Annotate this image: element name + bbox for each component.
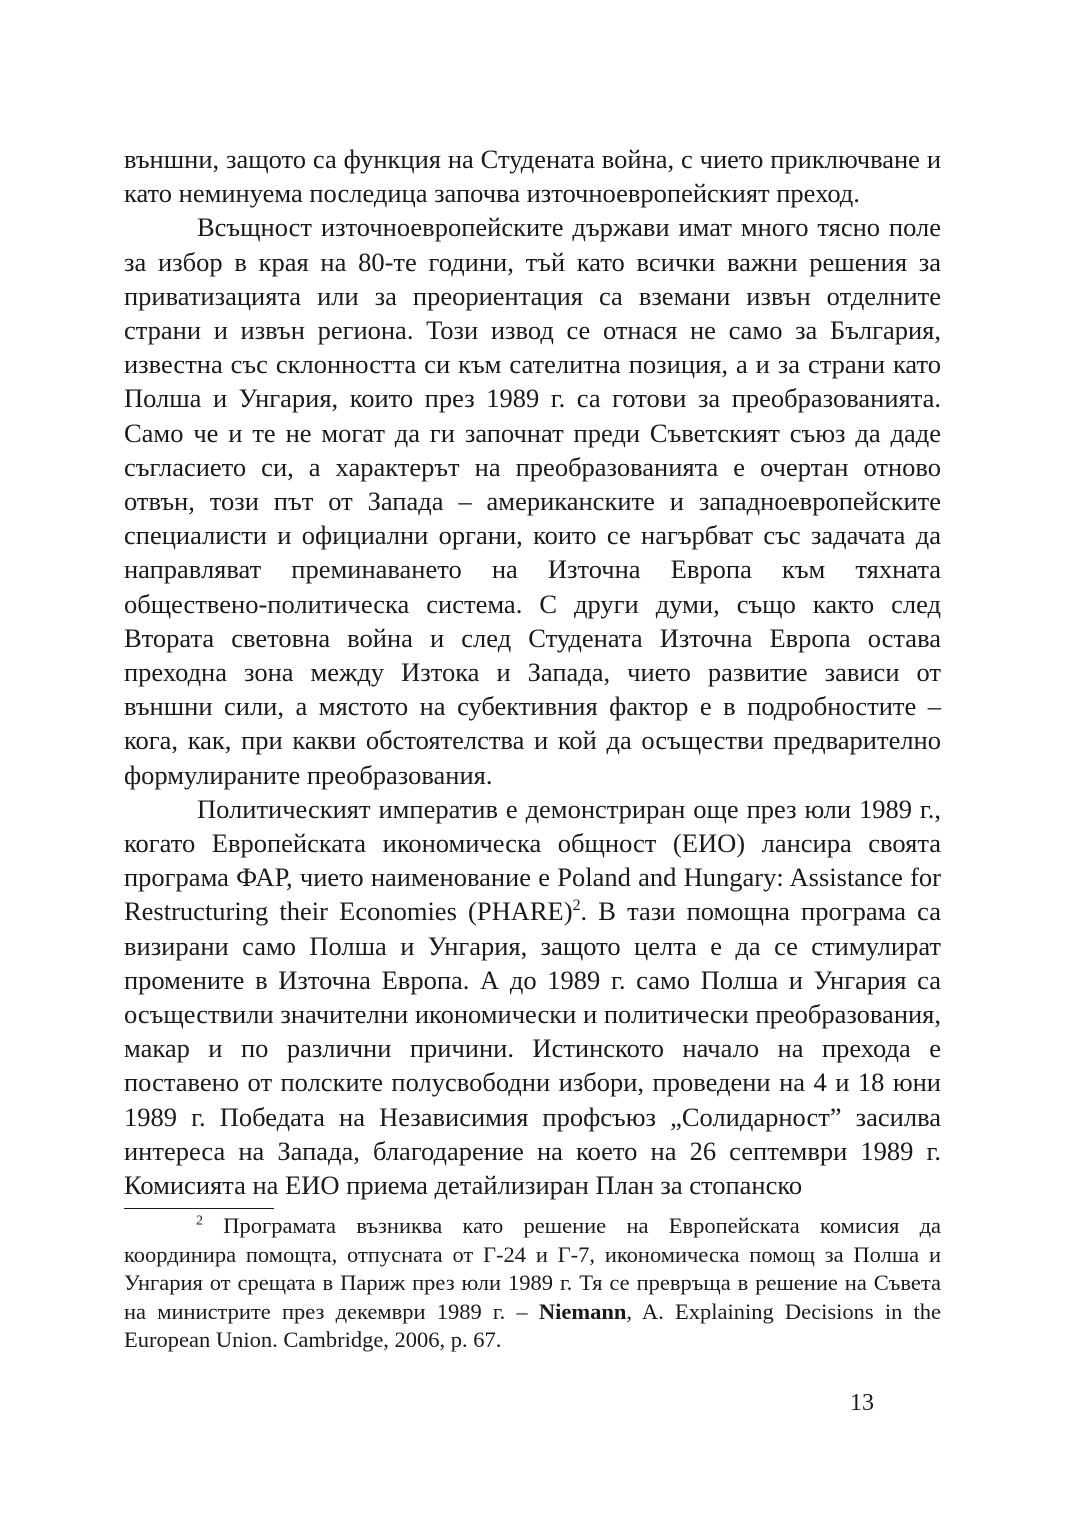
footnote-reference: 2 — [572, 897, 581, 915]
footnote-citation: , A. Explaining Decisions in the European Union. Cambridge, 2006, p. 67. — [124, 1298, 942, 1353]
footnote-separator — [124, 1208, 274, 1209]
paragraph-text-after-ref: . В тази помощна програма са визирани само Полша и Унгария, защото целта е да се стимулират промените в Източна Европа. А до 1989 г. само Полша и Унгария са осъществили значителни икономически и политически преобразования, макар и по различни причини. Истинското начало на прехода е поставено от полските полусвободни избори, проведени на 4 и 18 юни 1989 г. Победата на Независимия профсъюз „Солидарност” засилва интереса на Запада, благодарение на което на 26 септември 1989 г. Комисията на ЕИО приема детайлизиран План за стопанско — [124, 896, 941, 1201]
paragraph-political-imperative — [124, 792, 941, 1202]
footnote-marker: 2 — [196, 1213, 203, 1229]
footnote-text: Програмата възниква като решение на Европейската комисия да координира помощта, отпусната от Г-24 и Г-7, икономическа помощ за Полша и Унгария от срещата в Париж през юли 1989 г. Тя се превръща в решение на Съвета на министрите през декември 1989 г. – — [124, 1213, 941, 1324]
paragraph-text-before-ref: Политическият императив е демонстриран още през юли 1989 г., когато Европейската икономическа общност (ЕИО) лансира своята програма ФАР, чието наименование е Poland and Hungary: Assistance for Restructuring their Economies (PHARE) — [124, 793, 941, 927]
paragraph-eastern-european-states: Всъщност източноевропейските държави имат много тясно поле за избор в края на 80-те години, тъй като всички важни решения за приватизацията или за преориентация са вземани извън отделните страни и извън региона. Този извод се отнася не само за България, известна със склонността си към сателитна позиция, а и за страни като Полша и Унгария, които през 1989 г. са готови за преобразованията. Само че и те не могат да ги започнат преди Съветският съюз да даде съгласието си, а характерът на преобразованията е очертан отново отвън, този път от Запада – американските и западноевропейските специалисти и официални органи, които се нагърбват със задачата да направляват преминаването на Източна Европа към тяхната обществено-политическа система. С други думи, също както след Втората световна война и след Студената Източна Европа остава преходна зона между Изтока и Запада, чието развитие зависи от външни сили, а мястото на субективния фактор е в подробностите – кога, как, при какви обстоятелства и кой да осъществи предварително формулираните преобразования. — [124, 212, 941, 790]
main-text — [124, 142, 941, 1202]
footnote-author: Niemann — [538, 1298, 627, 1324]
footnote — [124, 1212, 941, 1355]
page-number: 13 — [850, 1390, 874, 1416]
paragraph-continuation: външни, защото са функция на Студената война, с чието приключване и като неминуема последица започва източноевропейският преход. — [124, 144, 941, 209]
